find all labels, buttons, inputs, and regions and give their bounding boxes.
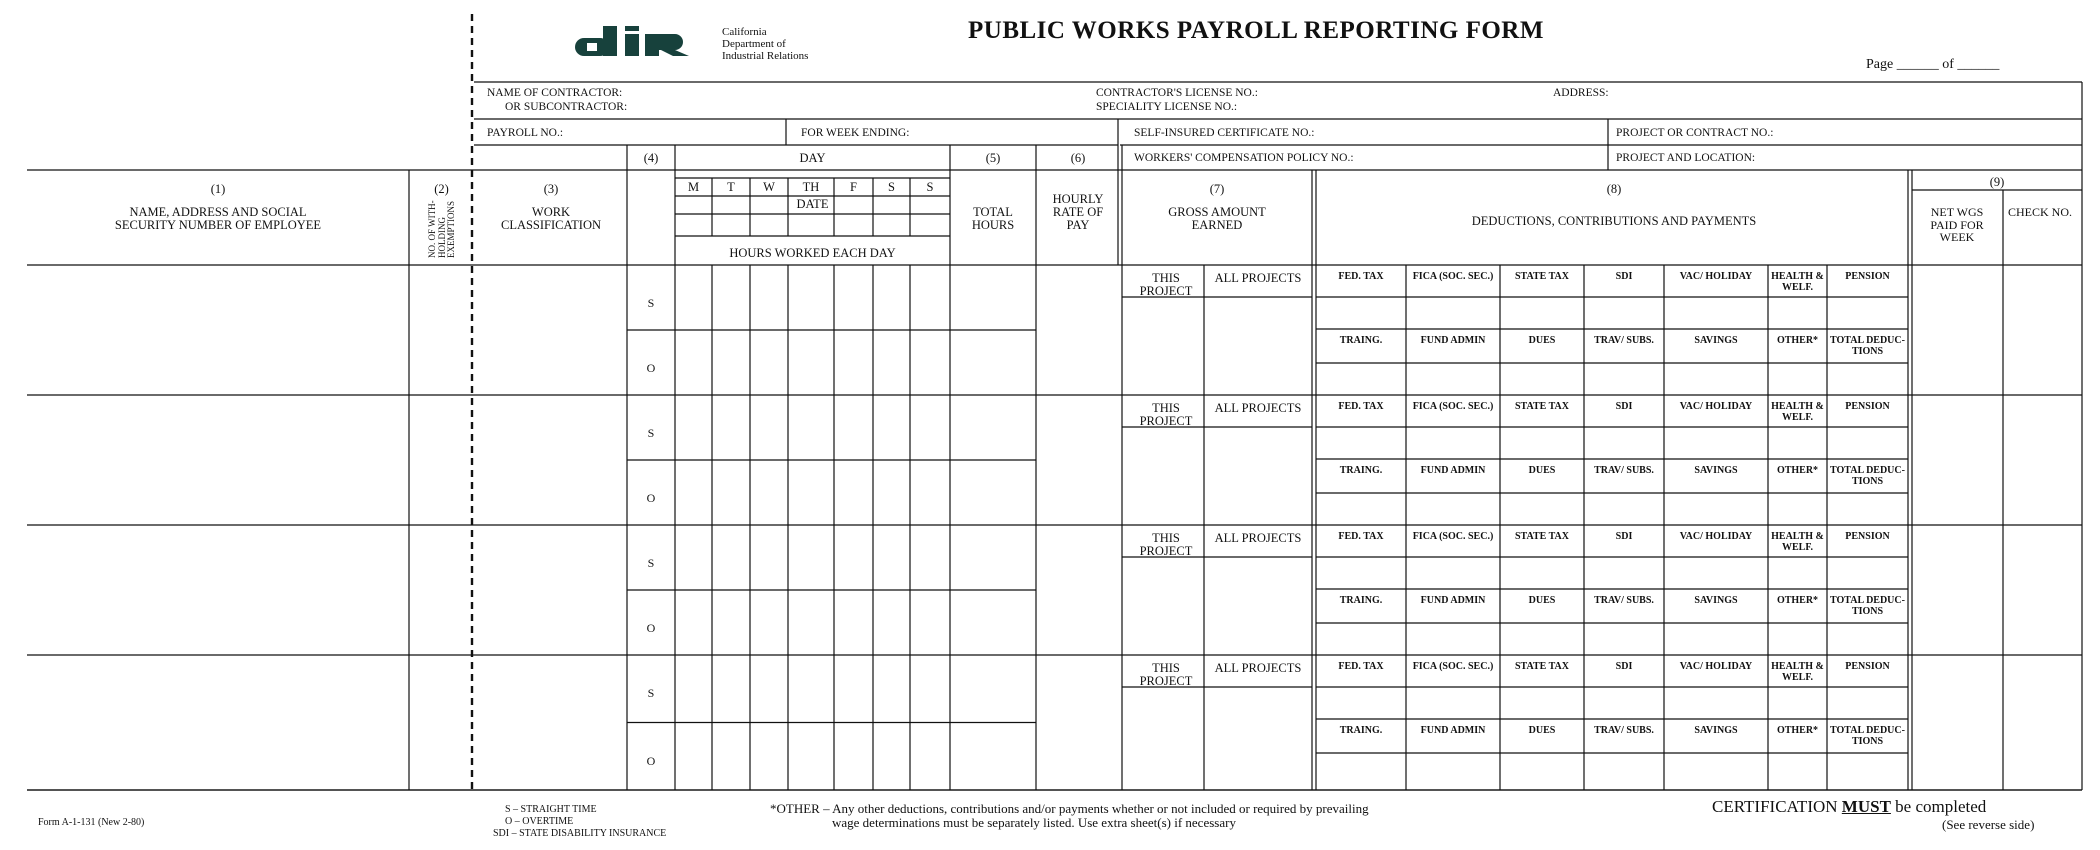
- cert-prefix: CERTIFICATION: [1712, 797, 1838, 816]
- legend-overtime: O – OVERTIME: [505, 816, 574, 827]
- col7-heading: GROSS AMOUNT EARNED: [1168, 205, 1266, 233]
- all-projects-label: ALL PROJECTS: [1214, 271, 1302, 285]
- deduction-top-5: HEALTH & WELF.: [1771, 271, 1824, 293]
- deduction-top-3: SDI: [1615, 401, 1633, 412]
- speciality-license-label: SPECIALITY LICENSE NO.:: [1096, 101, 1238, 113]
- work-classification-field[interactable]: [476, 658, 624, 787]
- deduction-top-5: HEALTH & WELF.: [1771, 401, 1824, 423]
- net-wages-field[interactable]: [1912, 398, 2003, 522]
- all-projects-label: ALL PROJECTS: [1214, 401, 1302, 415]
- check-no-field[interactable]: [2003, 528, 2082, 652]
- straight-time-label: S: [647, 686, 655, 700]
- deduction-top-4: VAC/ HOLIDAY: [1679, 401, 1753, 412]
- deduction-bottom-3: TRAV/ SUBS.: [1594, 465, 1654, 476]
- deduction-top-0: FED. TAX: [1338, 271, 1384, 282]
- deduction-top-1: FICA (SOC. SEC.): [1412, 401, 1494, 412]
- deduction-top-2: STATE TAX: [1515, 401, 1569, 412]
- col1-heading: NAME, ADDRESS AND SOCIAL SECURITY NUMBER OF EMPLOYEE: [114, 205, 322, 233]
- agency-line-2: Department of: [722, 38, 786, 50]
- deduction-top-6: PENSION: [1845, 531, 1890, 542]
- hours-worked-heading: HOURS WORKED EACH DAY: [729, 246, 896, 260]
- day-cell-6: S: [926, 180, 934, 194]
- deduction-top-3: SDI: [1615, 661, 1633, 672]
- deduction-top-0: FED. TAX: [1338, 661, 1384, 672]
- col9-number: (9): [1989, 175, 2005, 189]
- name-of-contractor-label: NAME OF CONTRACTOR:: [487, 87, 623, 99]
- contractors-license-label: CONTRACTOR'S LICENSE NO.:: [1096, 87, 1258, 99]
- day-cell-3: TH: [802, 180, 820, 194]
- other-note-line-2: wage determinations must be separately listed. Use extra sheet(s) if necessary: [832, 815, 1236, 830]
- for-week-ending-label: FOR WEEK ENDING:: [801, 127, 910, 139]
- deduction-bottom-0: TRAING.: [1339, 595, 1383, 606]
- col3-number: (3): [543, 182, 559, 196]
- deduction-bottom-5: OTHER*: [1776, 725, 1819, 736]
- col2-number: (2): [434, 182, 449, 196]
- all-projects-label: ALL PROJECTS: [1214, 661, 1302, 675]
- workers-comp-label: WORKERS' COMPENSATION POLICY NO.:: [1134, 152, 1354, 164]
- deduction-top-3: SDI: [1615, 531, 1633, 542]
- deduction-bottom-0: TRAING.: [1339, 335, 1383, 346]
- work-classification-field[interactable]: [476, 528, 624, 652]
- date-heading: DATE: [796, 197, 829, 211]
- deduction-top-6: PENSION: [1845, 401, 1890, 412]
- work-classification-field[interactable]: [476, 268, 624, 392]
- employee-name-field[interactable]: [30, 268, 405, 392]
- col8-number: (8): [1606, 182, 1622, 196]
- exemptions-field[interactable]: [412, 268, 468, 392]
- total-hours-field[interactable]: [950, 398, 1036, 522]
- deduction-bottom-2: DUES: [1528, 595, 1556, 606]
- form-number: Form A-1-131 (New 2-80): [38, 817, 145, 828]
- net-wages-field[interactable]: [1912, 658, 2003, 787]
- col5-heading: TOTAL HOURS: [971, 205, 1015, 233]
- deduction-bottom-4: SAVINGS: [1694, 595, 1738, 606]
- deduction-bottom-0: TRAING.: [1339, 725, 1383, 736]
- deduction-top-6: PENSION: [1845, 661, 1890, 672]
- employee-name-field[interactable]: [30, 528, 405, 652]
- deduction-bottom-1: FUND ADMIN: [1420, 465, 1486, 476]
- exemptions-field[interactable]: [412, 528, 468, 652]
- straight-time-label: S: [647, 426, 655, 440]
- other-note-line-1: *OTHER – Any other deductions, contributions and/or payments whether or not included or required by prevailing: [770, 801, 1369, 816]
- check-no-heading: CHECK NO.: [2008, 205, 2073, 219]
- deduction-bottom-5: OTHER*: [1776, 465, 1819, 476]
- deduction-top-5: HEALTH & WELF.: [1771, 531, 1824, 553]
- dir-logo-icon: [575, 26, 689, 56]
- deduction-bottom-4: SAVINGS: [1694, 465, 1738, 476]
- deduction-bottom-1: FUND ADMIN: [1420, 335, 1486, 346]
- this-project-label: THIS PROJECT: [1139, 531, 1193, 559]
- exemptions-field[interactable]: [412, 398, 468, 522]
- straight-time-label: S: [647, 556, 655, 570]
- deduction-bottom-2: DUES: [1528, 725, 1556, 736]
- deduction-bottom-3: TRAV/ SUBS.: [1594, 335, 1654, 346]
- agency-line-3: Industrial Relations: [722, 50, 809, 62]
- form-title: PUBLIC WORKS PAYROLL REPORTING FORM: [968, 17, 1544, 44]
- deduction-top-4: VAC/ HOLIDAY: [1679, 531, 1753, 542]
- deduction-top-4: VAC/ HOLIDAY: [1679, 661, 1753, 672]
- legend-sdi: SDI – STATE DISABILITY INSURANCE: [493, 828, 667, 839]
- hourly-rate-field[interactable]: [1036, 398, 1122, 522]
- agency-line-1: California: [722, 26, 767, 38]
- deduction-bottom-6: TOTAL DEDUC- TIONS: [1830, 335, 1905, 357]
- all-projects-label: ALL PROJECTS: [1214, 531, 1302, 545]
- cert-suffix: be completed: [1895, 797, 1987, 816]
- payroll-no-label: PAYROLL NO.:: [487, 127, 564, 139]
- deduction-top-2: STATE TAX: [1515, 271, 1569, 282]
- col6-heading: HOURLY RATE OF PAY: [1052, 192, 1104, 233]
- page-number[interactable]: Page ______ of ______: [1866, 57, 2000, 72]
- deduction-bottom-3: TRAV/ SUBS.: [1594, 595, 1654, 606]
- deduction-top-2: STATE TAX: [1515, 661, 1569, 672]
- col4-number: (4): [643, 151, 659, 165]
- check-no-field[interactable]: [2003, 268, 2082, 392]
- work-classification-field[interactable]: [476, 398, 624, 522]
- col8-heading: DEDUCTIONS, CONTRIBUTIONS AND PAYMENTS: [1471, 214, 1757, 228]
- col2-heading: NO. OF WITH- HOLDING EXEMPTIONS: [427, 200, 456, 258]
- hourly-rate-field[interactable]: [1036, 528, 1122, 652]
- address-label: ADDRESS:: [1553, 87, 1609, 99]
- deduction-bottom-6: TOTAL DEDUC- TIONS: [1830, 465, 1905, 487]
- exemptions-field[interactable]: [412, 658, 468, 787]
- or-subcontractor-label: OR SUBCONTRACTOR:: [505, 101, 628, 113]
- overtime-label: O: [646, 621, 656, 635]
- hourly-rate-field[interactable]: [1036, 658, 1122, 787]
- deduction-top-0: FED. TAX: [1338, 401, 1384, 412]
- deduction-bottom-6: TOTAL DEDUC- TIONS: [1830, 595, 1905, 617]
- deduction-top-0: FED. TAX: [1338, 531, 1384, 542]
- col3-heading: WORK CLASSIFICATION: [500, 205, 601, 233]
- deduction-bottom-3: TRAV/ SUBS.: [1594, 725, 1654, 736]
- deduction-top-1: FICA (SOC. SEC.): [1412, 271, 1494, 282]
- day-cell-1: T: [727, 180, 735, 194]
- this-project-label: THIS PROJECT: [1139, 401, 1193, 429]
- deduction-top-1: FICA (SOC. SEC.): [1412, 531, 1494, 542]
- deduction-bottom-1: FUND ADMIN: [1420, 725, 1486, 736]
- day-cell-4: F: [850, 180, 857, 194]
- see-reverse-side: (See reverse side): [1942, 817, 2035, 832]
- deduction-bottom-1: FUND ADMIN: [1420, 595, 1486, 606]
- deduction-bottom-2: DUES: [1528, 465, 1556, 476]
- overtime-label: O: [646, 491, 656, 505]
- deduction-top-5: HEALTH & WELF.: [1771, 661, 1824, 683]
- deduction-top-1: FICA (SOC. SEC.): [1412, 661, 1494, 672]
- deduction-bottom-0: TRAING.: [1339, 465, 1383, 476]
- col6-number: (6): [1070, 151, 1086, 165]
- col5-number: (5): [985, 151, 1001, 165]
- col1-number: (1): [210, 182, 226, 196]
- overtime-label: O: [646, 753, 656, 768]
- self-insured-label: SELF-INSURED CERTIFICATE NO.:: [1134, 127, 1315, 139]
- total-hours-field[interactable]: [950, 658, 1036, 787]
- certification-note: [1712, 798, 1986, 816]
- deduction-bottom-2: DUES: [1528, 335, 1556, 346]
- deduction-bottom-6: TOTAL DEDUC- TIONS: [1830, 725, 1905, 747]
- abbreviation-legend: [493, 804, 666, 840]
- col9-heading: NET WGS PAID FOR WEEK: [1930, 205, 1984, 245]
- total-hours-field[interactable]: [950, 528, 1036, 652]
- check-no-field[interactable]: [2003, 658, 2082, 787]
- legend-straight-time: S – STRAIGHT TIME: [505, 804, 597, 815]
- deduction-top-2: STATE TAX: [1515, 531, 1569, 542]
- hourly-rate-field[interactable]: [1036, 268, 1122, 392]
- day-cell-2: W: [763, 180, 775, 194]
- day-cell-0: M: [687, 180, 700, 194]
- col7-number: (7): [1209, 182, 1225, 196]
- deduction-top-3: SDI: [1615, 271, 1633, 282]
- day-heading: DAY: [799, 151, 826, 165]
- total-hours-field[interactable]: [950, 268, 1036, 392]
- deduction-bottom-5: OTHER*: [1776, 335, 1819, 346]
- deduction-bottom-5: OTHER*: [1776, 595, 1819, 606]
- check-no-field[interactable]: [2003, 398, 2082, 522]
- this-project-label: THIS PROJECT: [1139, 271, 1193, 299]
- agency-name: [722, 26, 808, 62]
- project-location-label: PROJECT AND LOCATION:: [1616, 152, 1756, 164]
- straight-time-label: S: [647, 296, 655, 310]
- deduction-bottom-4: SAVINGS: [1694, 725, 1738, 736]
- net-wages-field[interactable]: [1912, 268, 2003, 392]
- project-contract-label: PROJECT OR CONTRACT NO.:: [1616, 127, 1774, 139]
- deduction-top-6: PENSION: [1845, 271, 1890, 282]
- employee-name-field[interactable]: [30, 658, 405, 787]
- deduction-top-4: VAC/ HOLIDAY: [1679, 271, 1753, 282]
- employee-name-field[interactable]: [30, 398, 405, 522]
- day-cell-5: S: [888, 180, 895, 194]
- this-project-label: THIS PROJECT: [1139, 661, 1193, 689]
- cert-must: MUST: [1841, 797, 1891, 816]
- deduction-bottom-4: SAVINGS: [1694, 335, 1738, 346]
- net-wages-field[interactable]: [1912, 528, 2003, 652]
- overtime-label: O: [646, 361, 656, 375]
